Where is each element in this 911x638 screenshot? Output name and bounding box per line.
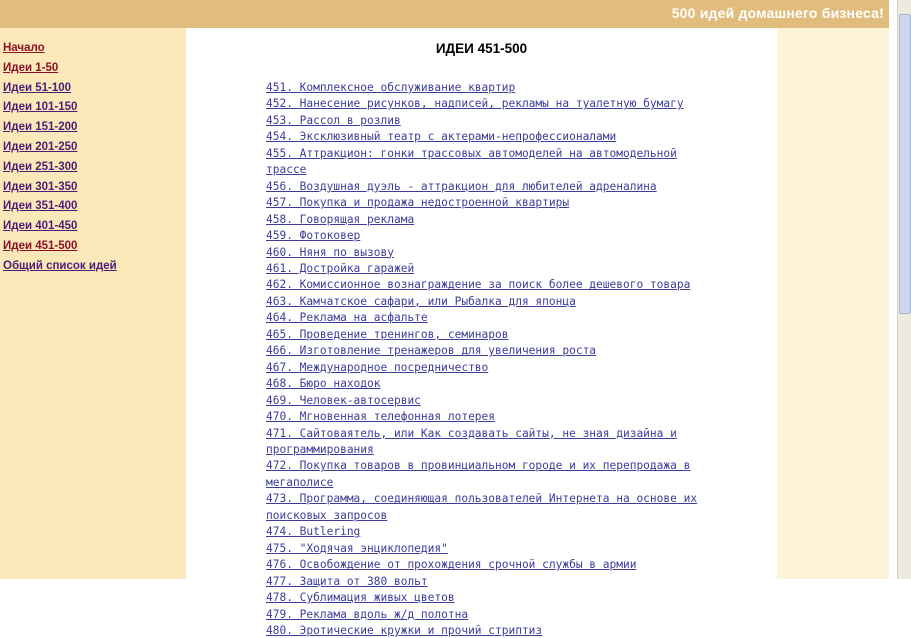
main-content	[186, 28, 777, 637]
idea-link[interactable]: 475. "Ходячая энциклопедия"	[266, 541, 448, 555]
list-item	[266, 227, 706, 243]
site-header	[0, 0, 889, 28]
idea-link[interactable]: 452. Нанесение рисунков, надписей, рекламы на туалетную бумагу	[266, 97, 684, 111]
idea-link[interactable]: 469. Человек-автосервис	[266, 393, 421, 407]
sidebar-link[interactable]: Идеи 301-350	[3, 180, 78, 193]
sidebar-link[interactable]: Идеи 1-50	[3, 61, 59, 74]
list-item	[266, 359, 706, 375]
sidebar-item	[3, 79, 186, 99]
idea-link[interactable]: 473. Программа, соединяющая пользователей Интернета на основе их поисковых запросов	[266, 492, 698, 522]
list-item	[266, 408, 706, 424]
list-item	[266, 326, 706, 342]
sidebar-item	[3, 158, 186, 178]
idea-link[interactable]: 460. Няня по вызову	[266, 245, 394, 259]
list-item	[266, 178, 706, 194]
idea-link[interactable]: 457. Покупка и продажа недостроенной квартиры	[266, 196, 570, 210]
sidebar-item	[3, 138, 186, 158]
list-item	[266, 145, 706, 178]
list-item	[266, 260, 706, 276]
idea-link[interactable]: 474. Butlering	[266, 525, 361, 539]
list-item	[266, 112, 706, 128]
list-item	[266, 194, 706, 210]
idea-link[interactable]: 466. Изготовление тренажеров для увеличения роста	[266, 344, 597, 358]
idea-link[interactable]: 471. Сайтоваятель, или Как создавать сайты, не зная дизайна и программирования	[266, 426, 677, 456]
idea-link[interactable]: 477. Защита от 380 вольт	[266, 574, 428, 588]
list-item	[266, 540, 706, 556]
idea-link[interactable]: 453. Рассол в розлив	[266, 113, 401, 127]
list-item	[266, 589, 706, 605]
sidebar-list	[0, 28, 186, 277]
sidebar-link[interactable]: Идеи 51-100	[3, 81, 72, 94]
idea-link[interactable]: 480. Эротические кружки и прочий стриптиз	[266, 623, 543, 637]
sidebar-item	[3, 257, 186, 277]
right-panel	[777, 28, 889, 579]
idea-link[interactable]: 478. Сублимация живых цветов	[266, 591, 455, 605]
idea-link[interactable]: 459. Фотоковер	[266, 229, 361, 243]
page-title: ИДЕИ 451-500	[435, 41, 528, 56]
idea-link[interactable]: 464. Реклама на асфальте	[266, 311, 428, 325]
list-item	[266, 556, 706, 572]
list-item	[266, 425, 706, 458]
list-item	[266, 244, 706, 260]
sidebar-item	[3, 39, 186, 59]
sidebar-link[interactable]: Идеи 451-500	[3, 239, 78, 252]
idea-link[interactable]: 470. Мгновенная телефонная лотерея	[266, 410, 496, 424]
list-item	[266, 606, 706, 622]
list-item	[266, 309, 706, 325]
list-item	[266, 375, 706, 391]
list-item	[266, 293, 706, 309]
sidebar-item	[3, 59, 186, 79]
idea-link[interactable]: 456. Воздушная дуэль - аттракцион для любителей адреналина	[266, 179, 657, 193]
idea-link[interactable]: 463. Камчатское сафари, или Рыбалка для японца	[266, 294, 576, 308]
list-item	[266, 573, 706, 589]
list-item	[266, 79, 706, 95]
sidebar-item	[3, 178, 186, 198]
sidebar-link[interactable]: Идеи 351-400	[3, 200, 78, 213]
sidebar-item	[3, 118, 186, 138]
idea-link[interactable]: 451. Комплексное обслуживание квартир	[266, 81, 516, 94]
vertical-scrollbar[interactable]	[897, 0, 911, 579]
idea-link[interactable]: 465. Проведение тренингов, семинаров	[266, 327, 509, 341]
idea-link[interactable]: 454. Эксклюзивный театр с актерами-непрофессионалами	[266, 130, 617, 144]
sidebar-link[interactable]: Начало	[3, 42, 45, 54]
idea-link[interactable]: 476. Освобождение от прохождения срочной службы в армии	[266, 558, 637, 572]
idea-link[interactable]: 479. Реклама вдоль ж/д полотна	[266, 607, 469, 621]
idea-link[interactable]: 467. Международное посредничество	[266, 360, 489, 374]
list-item	[266, 392, 706, 408]
scrollbar-thumb[interactable]	[899, 14, 911, 314]
idea-link[interactable]: 455. Аттракцион: гонки трассовых автомоделей на автомодельной трассе	[266, 146, 677, 177]
sidebar-link[interactable]: Идеи 101-150	[3, 101, 78, 114]
idea-link[interactable]: 461. Достройка гаражей	[266, 261, 415, 275]
sidebar-item	[3, 217, 186, 237]
sidebar-item	[3, 237, 186, 257]
list-item	[266, 622, 706, 638]
sidebar-link[interactable]: Идеи 201-250	[3, 140, 78, 153]
idea-link[interactable]: 462. Комиссионное вознаграждение за поиск более дешевого товара	[266, 278, 691, 292]
list-item	[266, 490, 706, 523]
sidebar-link[interactable]: Идеи 251-300	[3, 160, 78, 173]
list-item	[266, 276, 706, 292]
sidebar-nav	[0, 28, 186, 579]
list-item	[266, 128, 706, 144]
list-item	[266, 523, 706, 539]
site-title: 500 идей домашнего бизнеса!	[671, 5, 884, 21]
idea-link[interactable]: 468. Бюро находок	[266, 377, 381, 391]
sidebar-item	[3, 98, 186, 118]
idea-link[interactable]: 472. Покупка товаров в провинциальном городе и их перепродажа в мегаполисе	[266, 459, 691, 489]
list-item	[266, 95, 706, 111]
sidebar-link[interactable]: Идеи 151-200	[3, 121, 78, 134]
sidebar-link[interactable]: Идеи 401-450	[3, 220, 78, 233]
sidebar-link[interactable]: Общий список идей	[3, 259, 117, 272]
idea-link[interactable]: 458. Говорящая реклама	[266, 212, 415, 226]
list-item	[266, 211, 706, 227]
sidebar-item	[3, 197, 186, 217]
ideas-list	[266, 79, 706, 638]
list-item	[266, 457, 706, 490]
list-item	[266, 342, 706, 358]
